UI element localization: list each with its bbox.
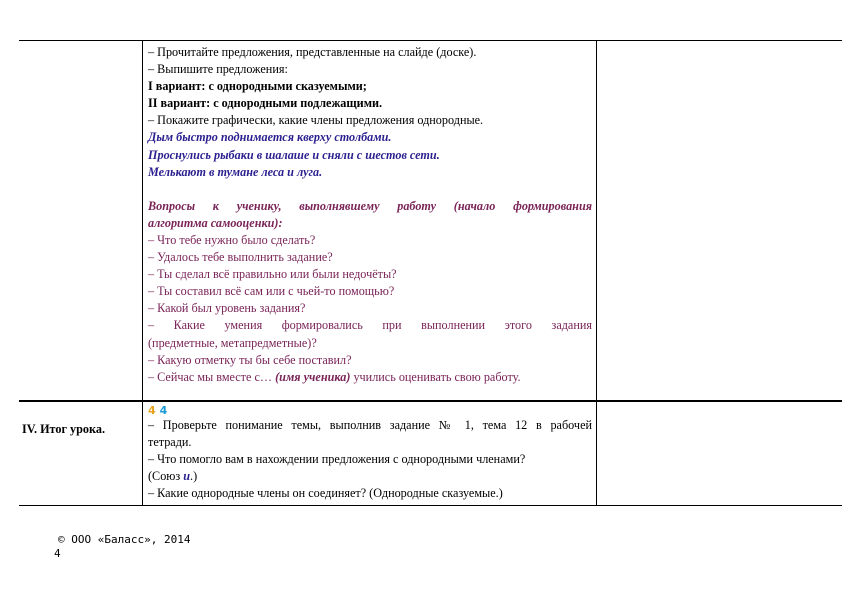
example-sentence: Мелькают в тумане леса и луга.: [148, 164, 323, 179]
activity-cell: [143, 402, 597, 505]
blue-marker-icon: 4: [159, 404, 168, 417]
lesson-table: [19, 40, 842, 506]
notes-cell: [597, 41, 842, 400]
page-number: 4: [54, 547, 61, 560]
icons-row: [148, 404, 592, 417]
conjunction-word: и: [183, 469, 191, 484]
copyright: © ООО «Баласс», 2014: [58, 533, 191, 546]
answer-pre: (Союз: [148, 469, 184, 484]
instruction-line: тетради.: [148, 435, 192, 450]
example-sentence: Проснулись рыбаки в шалаше и сняли с шестов сети.: [148, 147, 440, 162]
question-line: – Что тебе нужно было сделать?: [148, 232, 316, 247]
instruction-line: – Какие однородные члены он соединяет? (Однородные сказуемые.): [148, 486, 503, 501]
instruction-line: – Что помогло вам в нахождении предложения с однородными членами?: [148, 452, 526, 467]
instruction-line: – Выпишите предложения:: [148, 62, 288, 77]
question-line: (предметные, метапредметные)?: [148, 335, 317, 350]
question-line: – Удалось тебе выполнить задание?: [148, 250, 333, 265]
question-line: – Какой был уровень задания?: [148, 301, 306, 316]
final-pre: – Сейчас мы вместе с…: [148, 369, 276, 384]
instruction-line: [148, 468, 592, 485]
questions-heading: Вопросы к ученику, выполнявшему работу (начало формирования: [148, 198, 592, 213]
stage-cell: [19, 41, 143, 400]
table-row: [19, 400, 842, 505]
instruction-line: – Проверьте понимание темы, выполнив задание № 1, тема 12 в рабочей: [148, 418, 592, 432]
page-footer: [54, 533, 191, 561]
question-line: – Какие умения формировались при выполнении этого задания: [148, 318, 592, 333]
orange-marker-icon: 4: [148, 404, 156, 417]
question-line: – Какую отметку ты бы себе поставил?: [148, 352, 352, 367]
example-sentence: Дым быстро поднимается кверху столбами.: [148, 130, 392, 145]
table-row: [19, 41, 842, 400]
question-line: [148, 369, 592, 386]
student-name-placeholder: (имя ученика): [275, 369, 351, 384]
activity-cell: [143, 41, 597, 400]
final-post: учились оценивать свою работу.: [350, 369, 521, 384]
notes-cell: [597, 402, 842, 505]
instruction-line: – Покажите графически, какие члены предложения однородные.: [148, 113, 484, 128]
variant-line: II вариант: с однородными подлежащими.: [148, 96, 383, 111]
answer-post: .): [190, 469, 198, 484]
question-line: – Ты сделал всё правильно или были недочёты?: [148, 267, 397, 282]
instruction-line: – Прочитайте предложения, представленные на слайде (доске).: [148, 45, 477, 59]
questions-heading: алгоритма самооценки):: [148, 215, 283, 230]
stage-cell: [19, 402, 143, 505]
question-line: – Ты составил всё сам или с чьей-то помощью?: [148, 284, 395, 299]
variant-line: I вариант: с однородными сказуемыми;: [148, 79, 367, 94]
stage-title: IV. Итог урока.: [22, 422, 105, 436]
